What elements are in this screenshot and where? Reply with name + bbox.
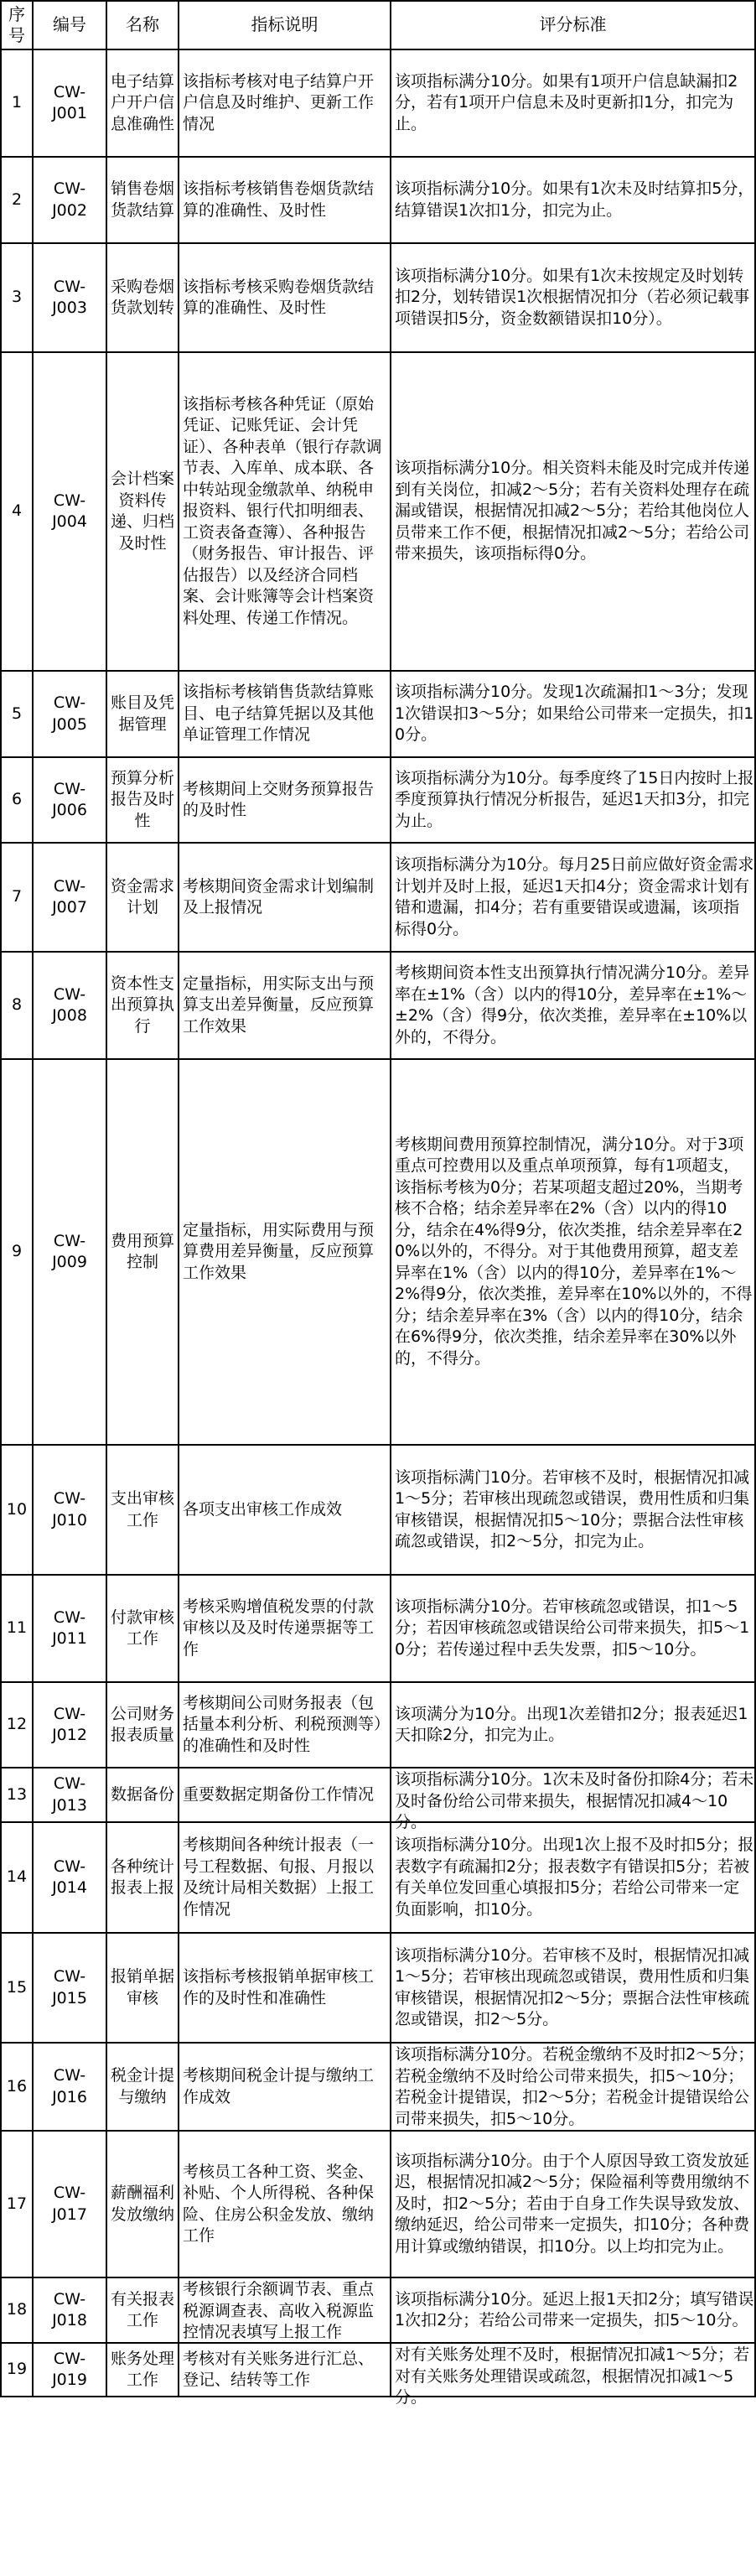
row-name-cell-text: 采购卷烟货款划转 — [111, 277, 175, 317]
row-description-cell-text: 该指标考核报销单据审核工作的及时性和准确性 — [183, 1967, 375, 2007]
row-standard-cell-text: 考核期间费用预算控制情况，满分10分。对于3项重点可控费用以及重点单项预算，每有1项超支，该指标考核为0分；若某项超支超过20%，当期考核不合格；结余差异率在2%（含）以内的得10分，结余在4%得9分，依次类推，结余差异率在20%以外的，不得分。对于其他费用预算，超支差异率在1%（含）以内的得10分，差异率在1%～2%得9分，依次类推，差异率在10%以外的，不得分；结余差异率在3%（含）以内的得10分，结余在6%得9分，依次类推，结余差异率在30%以外的，不得分。 — [395, 1135, 753, 1368]
row-standard-cell — [391, 1933, 755, 2043]
row-description-cell — [179, 2043, 391, 2131]
row-name-cell — [106, 671, 179, 757]
row-name-cell — [106, 243, 179, 352]
row-number-cell-text: 10 — [6, 1499, 28, 1519]
row-number-cell — [1, 243, 33, 352]
row-code-cell — [33, 2343, 106, 2397]
row-name-cell — [106, 2277, 179, 2343]
row-code-cell-text: CW-J002 — [52, 179, 87, 220]
table-row — [1, 1822, 755, 1933]
row-description-cell — [179, 1059, 391, 1445]
row-standard-cell — [391, 352, 755, 671]
row-code-cell — [33, 2043, 106, 2131]
row-code-cell-text: CW-J012 — [52, 1704, 87, 1744]
header-description: 指标说明 — [179, 1, 391, 49]
row-standard-cell — [391, 843, 755, 952]
row-number-cell-text: 18 — [6, 2300, 28, 2319]
row-description-cell — [179, 2131, 391, 2277]
table-row — [1, 2277, 755, 2343]
row-standard-cell — [391, 157, 755, 243]
row-description-cell — [179, 2277, 391, 2343]
row-description-cell-text: 考核期间上交财务预算报告的及时性 — [183, 779, 375, 819]
row-description-cell-text: 考核期间公司财务报表（包括量本利分析、利税预测等）的准确性和及时性 — [183, 1693, 382, 1755]
row-number-cell-text: 13 — [6, 1784, 28, 1804]
row-number-cell-text: 14 — [6, 1867, 28, 1887]
row-name-cell-text: 预算分析报告及时性 — [111, 768, 175, 830]
row-code-cell — [33, 1933, 106, 2043]
table-row — [1, 2131, 755, 2277]
row-number-cell-text: 4 — [11, 501, 23, 521]
row-standard-cell — [391, 1059, 755, 1445]
row-number-cell — [1, 952, 33, 1059]
row-number-cell — [1, 2043, 33, 2131]
row-name-cell — [106, 49, 179, 157]
row-number-cell — [1, 2277, 33, 2343]
row-name-cell-text: 公司财务报表质量 — [111, 1704, 175, 1744]
row-code-cell — [33, 243, 106, 352]
row-description-cell-text: 考核银行余额调节表、重点税源调查表、高收入税源监控情况表填写上报工作 — [183, 2280, 375, 2341]
row-description-cell — [179, 157, 391, 243]
row-name-cell-text: 薪酬福利发放缴纳 — [111, 2184, 175, 2224]
row-code-cell-text: CW-J013 — [52, 1774, 87, 1815]
row-number-cell — [1, 1445, 33, 1575]
table-row — [1, 757, 755, 843]
row-standard-cell — [391, 1682, 755, 1768]
row-code-cell-text: CW-J001 — [52, 82, 87, 122]
table-row — [1, 952, 755, 1059]
row-name-cell-text: 销售卷烟货款结算 — [111, 179, 175, 220]
row-code-cell-text: CW-J017 — [52, 2184, 87, 2224]
row-standard-cell — [391, 2131, 755, 2277]
row-standard-cell-text: 该项指标满门10分。若审核不及时，根据情况扣减1～5分；若审核出现疏忽或错误，费用性质和归集审核错误，根据情况扣5～10分；票据合法性审核疏忽或错误，扣2～5分，扣完为止。 — [395, 1467, 750, 1550]
row-description-cell-text: 考核采购增值税发票的付款审核以及及时传递票据等工作 — [183, 1597, 375, 1659]
row-standard-cell-text: 考核期间资本性支出预算执行情况满分10分。差异率在±1%（含）以内的得10分，差异率在±1%～±2%（含）得9分，依次类推，差异率在±10%以外的，不得分。 — [395, 963, 750, 1046]
row-description-cell-text: 定量指标，用实际费用与预算费用差异衡量，反应预算工作效果 — [183, 1220, 375, 1282]
row-description-cell — [179, 952, 391, 1059]
row-name-cell — [106, 2043, 179, 2131]
row-standard-cell — [391, 1768, 755, 1831]
row-number-cell-text: 6 — [11, 790, 23, 809]
row-number-cell-text: 7 — [11, 887, 23, 906]
row-name-cell — [106, 2131, 179, 2277]
row-standard-cell-text: 该项指标满分为10分。每月25日前应做好资金需求计划并及时上报，延迟1天扣4分；资金需求计划有错和遗漏，扣4分；若有重要错误或遗漏，该项指标得0分。 — [395, 855, 754, 938]
row-number-cell — [1, 1933, 33, 2043]
row-standard-cell — [391, 952, 755, 1059]
row-name-cell-text: 账目及凭据管理 — [111, 693, 175, 734]
row-code-cell-text: CW-J015 — [52, 1967, 87, 2007]
row-code-cell — [33, 1445, 106, 1575]
row-description-cell — [179, 1445, 391, 1575]
row-name-cell — [106, 1445, 179, 1575]
row-code-cell-text: CW-J003 — [52, 277, 87, 317]
row-number-cell-text: 3 — [11, 288, 23, 307]
row-name-cell-text: 账务处理工作 — [111, 2349, 175, 2389]
row-code-cell-text: CW-J006 — [52, 779, 87, 819]
row-name-cell — [106, 2343, 179, 2397]
row-standard-cell-text: 该项指标满分10分。出现1次上报不及时扣5分；报表数字有疏漏扣2分；报表数字有错误扣5分；若被有关单位发回重心填报扣5分；若给公司带来一定负面影响，扣10分。 — [395, 1836, 754, 1919]
row-number-cell — [1, 1059, 33, 1445]
row-number-cell — [1, 671, 33, 757]
header-row — [1, 1, 755, 49]
row-name-cell — [106, 1822, 179, 1933]
table-body — [1, 49, 755, 2407]
row-standard-cell — [391, 2043, 755, 2131]
row-code-cell-text: CW-J014 — [52, 1857, 87, 1897]
row-code-cell-text: CW-J005 — [52, 693, 87, 734]
row-code-cell — [33, 1822, 106, 1933]
header-scoring-standard: 评分标准 — [391, 1, 755, 49]
row-code-cell — [33, 2131, 106, 2277]
row-standard-cell-text: 该项指标满分10分。发现1次疏漏扣1～3分；发现1次错误扣3～5分；如果给公司带来一定损失，扣10分。 — [395, 683, 754, 745]
row-description-cell — [179, 671, 391, 757]
row-code-cell — [33, 1768, 106, 1822]
row-code-cell-text: CW-J008 — [52, 984, 87, 1025]
row-name-cell — [106, 1575, 179, 1682]
row-number-cell-text: 15 — [6, 1977, 28, 1997]
row-name-cell — [106, 1059, 179, 1445]
row-description-cell-text: 考核期间各种统计报表（一号工程数据、旬报、月报以及统计局相关数据）上报工作情况 — [183, 1836, 375, 1919]
row-number-cell-text: 16 — [6, 2076, 28, 2096]
table-row — [1, 1575, 755, 1682]
row-description-cell-text: 重要数据定期备份工作情况 — [183, 1784, 375, 1804]
row-standard-cell-text: 该项指标满分10分。若税金缴纳不及时扣2～5分；若税金缴纳不及时给公司带来损失，扣5～10分；若税金计提错误，扣2～5分；若税金计提错误给公司带来损失，扣5～10分。 — [395, 2045, 754, 2128]
row-number-cell-text: 1 — [11, 93, 23, 112]
row-standard-cell-text: 该项指标满分10分。如果有1次未及时结算扣5分，结算错误1次扣1分，扣完为止。 — [395, 179, 754, 220]
row-name-cell-text: 有关报表工作 — [111, 2289, 175, 2329]
row-code-cell-text: CW-J019 — [52, 2349, 87, 2389]
row-number-cell-text: 12 — [6, 1715, 28, 1734]
row-code-cell — [33, 1575, 106, 1682]
row-description-cell-text: 该指标考核销售卷烟货款结算的准确性、及时性 — [183, 179, 375, 220]
row-description-cell-text: 该指标考核对电子结算户开户信息及时维护、更新工作情况 — [183, 71, 375, 133]
row-name-cell — [106, 157, 179, 243]
table-row — [1, 1682, 755, 1768]
row-code-cell-text: CW-J007 — [52, 876, 87, 917]
row-name-cell-text: 数据备份 — [111, 1784, 175, 1804]
table-row — [1, 49, 755, 157]
row-description-cell-text: 该指标考核各种凭证（原始凭证、记账凭证、会计凭证）、各种表单（银行存款调节表、入库单、成本联、各中转站现金缴款单、纳税申报资料、银行代扣明细表、工资表备查簿）、各种报告（财务报告、审计报告、评估报告）以及经济合同档案、会计账簿等会计档案资料处理、传递工作情况。 — [183, 394, 382, 627]
row-number-cell-text: 19 — [6, 2360, 28, 2379]
row-name-cell — [106, 1768, 179, 1822]
row-code-cell — [33, 671, 106, 757]
header-name: 名称 — [106, 1, 179, 49]
row-name-cell-text: 税金计提与缴纳 — [111, 2066, 175, 2106]
row-description-cell-text: 该指标考核销售货款结算账目、电子结算凭据以及其他单证管理工作情况 — [183, 683, 375, 745]
row-name-cell — [106, 757, 179, 843]
row-description-cell-text: 该指标考核采购卷烟货款结算的准确性、及时性 — [183, 277, 375, 317]
table-row — [1, 1768, 755, 1822]
row-name-cell-text: 电子结算户开户信息准确性 — [111, 71, 175, 133]
row-standard-cell-text: 该项指标满分10分。1次未及时备份扣除4分；若未及时备份给公司带来损失，根据情况扣减4～10分。 — [395, 1770, 754, 1831]
row-name-cell-text: 付款审核工作 — [111, 1607, 175, 1648]
row-standard-cell-text: 该项指标满分10分。如果有1次未按规定及时划转扣2分，划转错误1次根据情况扣分（若必须记载事项错误扣5分，资金数额错误扣10分）。 — [395, 266, 750, 328]
row-standard-cell — [391, 49, 755, 157]
row-standard-cell — [391, 243, 755, 352]
table-row — [1, 157, 755, 243]
header-code: 编号 — [33, 1, 106, 49]
row-name-cell-text: 会计档案资料传递、归档及时性 — [111, 470, 175, 553]
row-number-cell — [1, 1822, 33, 1933]
table-row — [1, 1445, 755, 1575]
row-code-cell — [33, 1059, 106, 1445]
row-description-cell-text: 考核员工各种工资、奖金、补贴、个人所得税、各种保险、住房公积金发放、缴纳工作 — [183, 2162, 375, 2245]
table-row — [1, 1059, 755, 1445]
row-number-cell-text: 2 — [11, 190, 23, 209]
row-number-cell — [1, 1575, 33, 1682]
row-name-cell — [106, 1682, 179, 1768]
row-description-cell-text: 定量指标，用实际支出与预算支出差异衡量，反应预算工作效果 — [183, 974, 375, 1036]
row-standard-cell — [391, 2277, 755, 2343]
row-standard-cell — [391, 757, 755, 843]
row-name-cell-text: 资本性支出预算执行 — [111, 974, 175, 1036]
table-row — [1, 352, 755, 671]
row-code-cell — [33, 952, 106, 1059]
row-standard-cell — [391, 1445, 755, 1575]
row-description-cell — [179, 243, 391, 352]
row-name-cell-text: 支出审核工作 — [111, 1489, 175, 1530]
row-description-cell — [179, 1768, 391, 1822]
row-standard-cell-text: 该项指标满分10分。如果有1项开户信息缺漏扣2分，若有1项开户信息未及时更新扣1分，扣完为止。 — [395, 71, 738, 133]
row-name-cell-text: 费用预算控制 — [111, 1231, 175, 1271]
row-code-cell-text: CW-J016 — [52, 2066, 87, 2106]
row-name-cell-text: 资金需求计划 — [111, 876, 175, 917]
row-code-cell — [33, 843, 106, 952]
row-standard-cell-text: 该项指标满分10分。若审核不及时，根据情况扣减1～5分；若审核出现疏忽或错误，费用性质和归集审核错误，根据情况扣2～5分；票据合法性审核疏忽或错误，扣2～5分。 — [395, 1945, 750, 2028]
row-description-cell — [179, 1933, 391, 2043]
row-standard-cell — [391, 1822, 755, 1933]
row-number-cell-text: 17 — [6, 2194, 28, 2213]
row-code-cell — [33, 49, 106, 157]
row-description-cell — [179, 49, 391, 157]
row-number-cell-text: 9 — [11, 1242, 23, 1261]
row-code-cell-text: CW-J011 — [52, 1607, 87, 1648]
row-number-cell — [1, 757, 33, 843]
row-description-cell-text: 考核对有关账务进行汇总、登记、结转等工作 — [183, 2349, 375, 2389]
row-description-cell-text: 考核期间税金计提与缴纳工作成效 — [183, 2066, 375, 2106]
header-no: 序号 — [1, 1, 33, 49]
row-code-cell — [33, 352, 106, 671]
row-number-cell — [1, 352, 33, 671]
row-standard-cell-text: 该项指标满分10分。延迟上报1天扣2分；填写错误1次扣2分；若给公司带来一定损失，扣5～10分。 — [395, 2289, 754, 2329]
row-description-cell-text: 考核期间资金需求计划编制及上报情况 — [183, 876, 375, 917]
row-description-cell — [179, 352, 391, 671]
row-number-cell-text: 5 — [11, 704, 23, 723]
row-standard-cell — [391, 671, 755, 757]
row-code-cell-text: CW-J009 — [52, 1231, 87, 1271]
row-description-cell — [179, 1822, 391, 1933]
row-description-cell — [179, 757, 391, 843]
row-standard-cell — [391, 2343, 755, 2407]
row-code-cell-text: CW-J004 — [52, 491, 87, 531]
row-standard-cell-text: 对有关账务处理不及时，根据情况扣减1～5分；若对有关账务处理错误或疏忽，根据情况扣减1～5分。 — [395, 2345, 750, 2407]
row-code-cell-text: CW-J018 — [52, 2289, 87, 2329]
row-standard-cell-text: 该项满分为10分。出现1次差错扣2分；报表延迟1天扣除2分，扣完为止。 — [395, 1704, 748, 1744]
row-number-cell — [1, 2131, 33, 2277]
row-description-cell-text: 各项支出审核工作成效 — [183, 1499, 343, 1519]
row-description-cell — [179, 1682, 391, 1768]
row-standard-cell — [391, 1575, 755, 1682]
row-name-cell — [106, 952, 179, 1059]
row-name-cell — [106, 352, 179, 671]
row-name-cell-text: 报销单据审核 — [111, 1967, 175, 2007]
row-description-cell — [179, 843, 391, 952]
table-row — [1, 2343, 755, 2397]
row-standard-cell-text: 该项指标满分为10分。每季度终了15日内按时上报季度预算执行情况分析报告，延迟1天扣3分，扣完为止。 — [395, 768, 754, 830]
row-code-cell — [33, 757, 106, 843]
row-standard-cell-text: 该项指标满分10分。相关资料未能及时完成并传递到有关岗位，扣减2～5分；若有关资料处理存在疏漏或错误，根据情况扣减2～5分；若给其他岗位人员带来工作不便，根据情况扣减2～5分；若给公司带来损失，该项指标得0分。 — [395, 459, 750, 564]
table-row — [1, 671, 755, 757]
table-row — [1, 2043, 755, 2131]
row-name-cell — [106, 1933, 179, 2043]
row-number-cell-text: 8 — [11, 995, 23, 1015]
row-standard-cell-text: 该项指标满分10分。若审核疏忽或错误，扣1～5分；若因审核疏忽或错误给公司带来损失，扣5～10分；若传递过程中丢失发票，扣5～10分。 — [395, 1597, 750, 1659]
row-number-cell-text: 11 — [6, 1618, 28, 1638]
row-number-cell — [1, 843, 33, 952]
row-code-cell — [33, 157, 106, 243]
row-description-cell — [179, 2343, 391, 2397]
row-code-cell — [33, 1682, 106, 1768]
table-row — [1, 843, 755, 952]
row-number-cell — [1, 1768, 33, 1822]
row-code-cell-text: CW-J010 — [52, 1489, 87, 1530]
row-number-cell — [1, 157, 33, 243]
row-name-cell-text: 各种统计报表上报 — [111, 1857, 175, 1897]
row-name-cell — [106, 843, 179, 952]
row-code-cell — [33, 2277, 106, 2343]
table-row — [1, 243, 755, 352]
row-description-cell — [179, 1575, 391, 1682]
row-number-cell — [1, 2343, 33, 2397]
table-row — [1, 1933, 755, 2043]
row-number-cell — [1, 49, 33, 157]
row-number-cell — [1, 1682, 33, 1768]
row-standard-cell-text: 该项指标满分10分。由于个人原因导致工资发放延迟，根据情况扣减2～5分；保险福利等费用缴纳不及时，扣2～5分；若由于自身工作失误导致发放、缴纳延迟，给公司带来一定损失，扣10分；各种费用计算或缴纳错误，扣10分。以上均扣完为止。 — [395, 2151, 750, 2256]
